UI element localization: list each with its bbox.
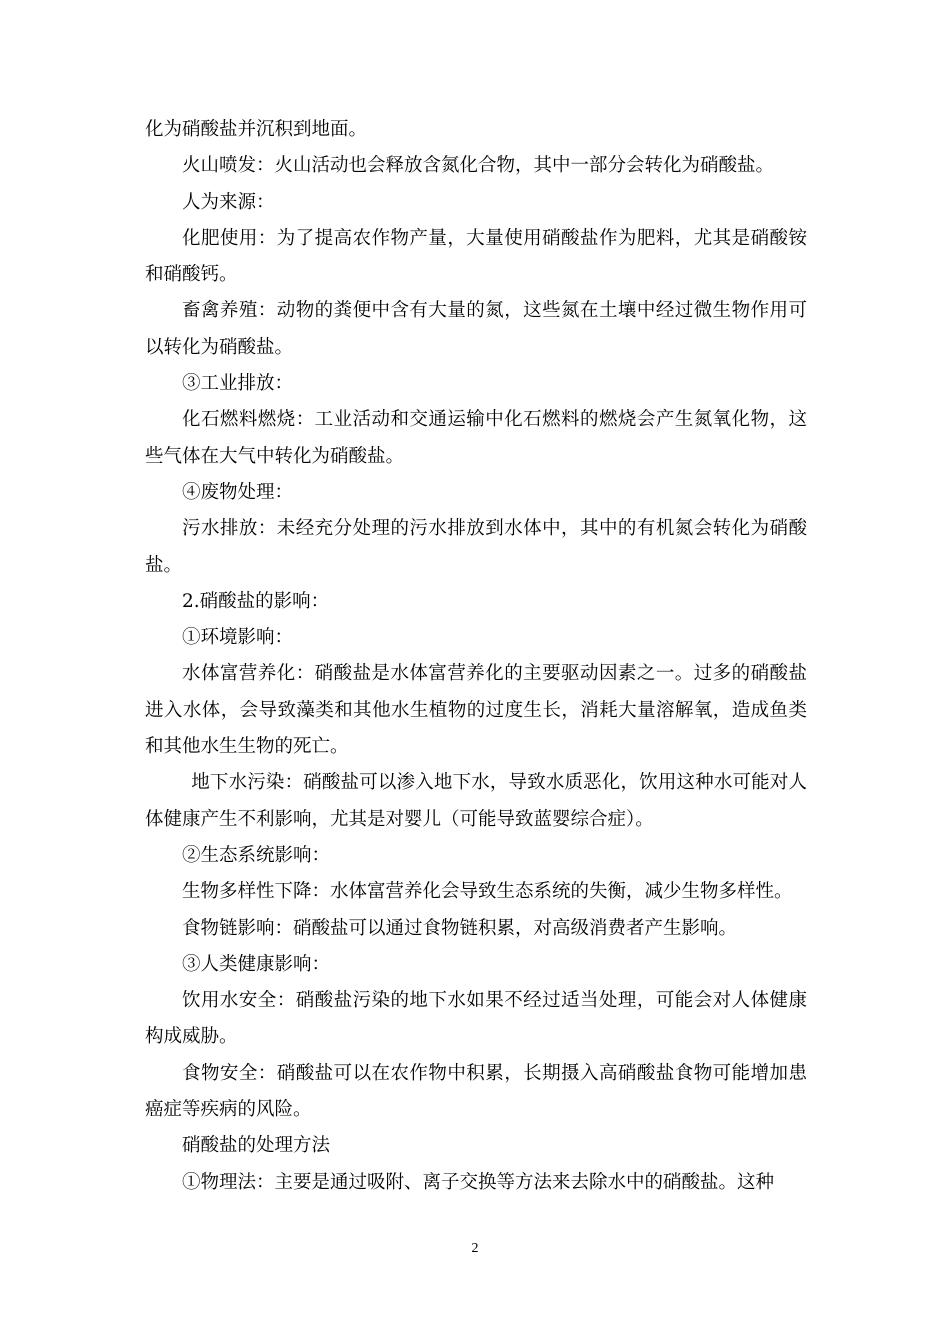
paragraph-industrial-emission-heading: ③工业排放：	[182, 373, 294, 395]
paragraph-biodiversity-decline: 生物多样性下降：水体富营养化会导致生态系统的失衡，减少生物多样性。	[182, 881, 793, 903]
paragraph-human-sources-heading: 人为来源：	[182, 191, 275, 213]
paragraph-fertilizer-use: 化肥使用：为了提高农作物产量，大量使用硝酸盐作为肥料，尤其是硝酸铵和硝酸钙。	[145, 227, 807, 286]
paragraph-food-safety: 食物安全：硝酸盐可以在农作物中积累，长期摄入高硝酸盐食物可能增加患癌症等疾病的风险。	[145, 1062, 807, 1121]
paragraph-treatment-methods-heading: 硝酸盐的处理方法	[182, 1135, 331, 1157]
paragraph-drinking-water-safety: 饮用水安全：硝酸盐污染的地下水如果不经过适当处理，可能会对人体健康构成威胁。	[145, 990, 807, 1048]
paragraph-groundwater-pollution: 地下水污染：硝酸盐可以渗入地下水，导致水质恶化，饮用这种水可能对人体健康产生不利影响，尤其是对婴儿（可能导致蓝婴综合症）。	[145, 772, 807, 830]
paragraph-eutrophication: 水体富营养化：硝酸盐是水体富营养化的主要驱动因素之一。过多的硝酸盐进入水体，会导致藻类和其他水生植物的过度生长，消耗大量溶解氧，造成鱼类和其他水生生物的死亡。	[145, 663, 807, 758]
page-number: 2	[471, 1241, 479, 1256]
paragraph-fossil-fuel-combustion: 化石燃料燃烧：工业活动和交通运输中化石燃料的燃烧会产生氮氧化物，这些气体在大气中转化为硝酸盐。	[145, 409, 807, 467]
paragraph-physical-method: ①物理法：主要是通过吸附、离子交换等方法来去除水中的硝酸盐。这种	[182, 1171, 775, 1193]
paragraph-human-health-heading: ③人类健康影响：	[182, 953, 331, 975]
document-body	[145, 112, 807, 1201]
paragraph-volcanic-eruption: 火山喷发：火山活动也会释放含氮化合物，其中一部分会转化为硝酸盐。	[182, 155, 775, 177]
paragraph-livestock-farming: 畜禽养殖：动物的粪便中含有大量的氮，这些氮在土壤中经过微生物作用可以转化为硝酸盐。	[145, 300, 807, 358]
paragraph-environmental-impact-heading: ①环境影响：	[182, 627, 294, 649]
paragraph-food-chain-impact: 食物链影响：硝酸盐可以通过食物链积累，对高级消费者产生影响。	[182, 917, 738, 939]
paragraph-waste-treatment-heading: ④废物处理：	[182, 481, 294, 503]
paragraph-ecosystem-impact-heading: ②生态系统影响：	[182, 844, 331, 866]
paragraph-nitrate-impact-heading: 2.硝酸盐的影响：	[182, 590, 330, 612]
paragraph-sewage-discharge: 污水排放：未经充分处理的污水排放到水体中，其中的有机氮会转化为硝酸盐。	[145, 518, 807, 576]
paragraph-continuation: 化为硝酸盐并沉积到地面。	[145, 119, 368, 140]
